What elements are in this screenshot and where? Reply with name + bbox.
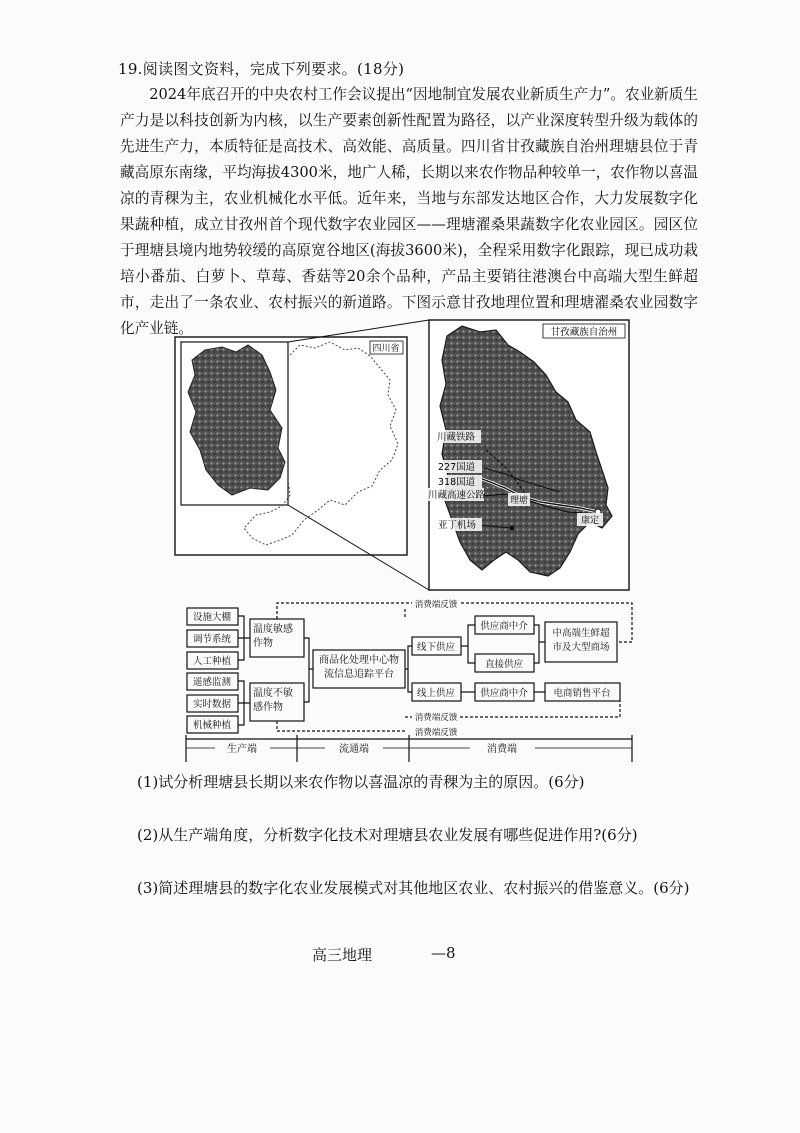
input-manual: 人工种植: [192, 656, 232, 667]
question-paragraph: 2024年底召开的中央农村工作会议提出“因地制宜发展农业新质生产力”。农业新质生产力是以科技创新为内核，以生产要素创新性配置为路径，以产业深度转型升级为载体的先进生产力，本质特征是高技术、高效能、高质量。四川省甘孜藏族自治州理塘县位于青藏高原东南缘，平均海拔4300米，地广人稀，长期以来农作物品种较单一，农作物以喜温凉的青稞为主，农业机械化水平低。近年来，当地与东部发达地区合作，大力发展数字化果蔬种植，成立甘孜州首个现代数字农业园区——理塘濯桑果蔬数字化农业园区。园区位于理塘县境内地势较缓的高原宽谷地区(海拔3600米)，全程采用数字化跟踪，现已成功栽培小番茄、白萝卜、草莓、香菇等20余个品种，产品主要销往港澳台中高端大型生鲜超市，走出了一条农业、农村振兴的新道路。下图示意甘孜地理位置和理塘濯桑农业园数字化产业链。: [120, 86, 698, 337]
label-318: 318国道: [438, 477, 476, 488]
label-highway: 川藏高速公路: [428, 490, 486, 501]
stage-producer: 生产端: [227, 744, 257, 755]
label-railway: 川藏铁路: [437, 432, 476, 443]
yading-airport-dot: [510, 526, 515, 531]
stage-consumer: 消费端: [487, 744, 517, 755]
feedback-bottom: 消费端反馈: [414, 728, 458, 738]
online-supply: 线上供应: [416, 688, 456, 699]
input-mechanized: 机械种植: [192, 720, 232, 731]
sub-question-3: (3)简述理塘县的数字化农业发展模式对其他地区农业、农村振兴的借鉴意义。(6分): [137, 879, 690, 897]
processing-center: 商品化处理中心物流信息追踪平台: [319, 655, 399, 680]
input-greenhouse: 设施大棚: [192, 612, 232, 623]
footer-subject: 高三地理: [312, 946, 373, 964]
supplier-agent-top: 供应商中介: [480, 621, 528, 632]
label-227: 227国道: [438, 462, 476, 473]
question-title: 19.阅读图文资料，完成下列要求。(18分): [118, 60, 405, 78]
supplier-agent-bottom: 供应商中介: [480, 688, 528, 699]
market-high-end: 中高端生鲜超市及大型商场: [552, 628, 610, 653]
direct-supply: 直接供应: [484, 659, 524, 670]
input-remote-sensing: 遥感监测: [192, 677, 232, 688]
input-regulation: 调节系统: [192, 634, 232, 645]
crop-sensitive: 温度敏感作物: [253, 624, 293, 649]
label-yading: 亚丁机场: [438, 520, 477, 531]
stage-circulation: 流通端: [339, 744, 369, 755]
ecommerce-platform: 电商销售平台: [553, 688, 611, 699]
offline-supply: 线下供应: [416, 642, 456, 653]
ganzi-map-title: 甘孜藏族自治州: [550, 327, 618, 338]
city-litang: 理塘: [509, 496, 529, 506]
crop-insensitive: 温度不敏感作物: [253, 688, 293, 713]
sub-question-2: (2)从生产端角度，分析数字化技术对理塘县农业发展有哪些促进作用?(6分): [137, 826, 638, 844]
feedback-top: 消费端反馈: [414, 600, 458, 610]
feedback-mid: 消费端反馈: [414, 713, 458, 723]
input-realtime-data: 实时数据: [192, 699, 232, 710]
footer-page-number: —8: [431, 944, 456, 962]
sichuan-label: 四川省: [372, 344, 400, 354]
city-kangding: 康定: [580, 516, 600, 526]
sub-question-1: (1)试分析理塘县长期以来农作物以喜温凉的青稞为主的原因。(6分): [137, 773, 585, 791]
